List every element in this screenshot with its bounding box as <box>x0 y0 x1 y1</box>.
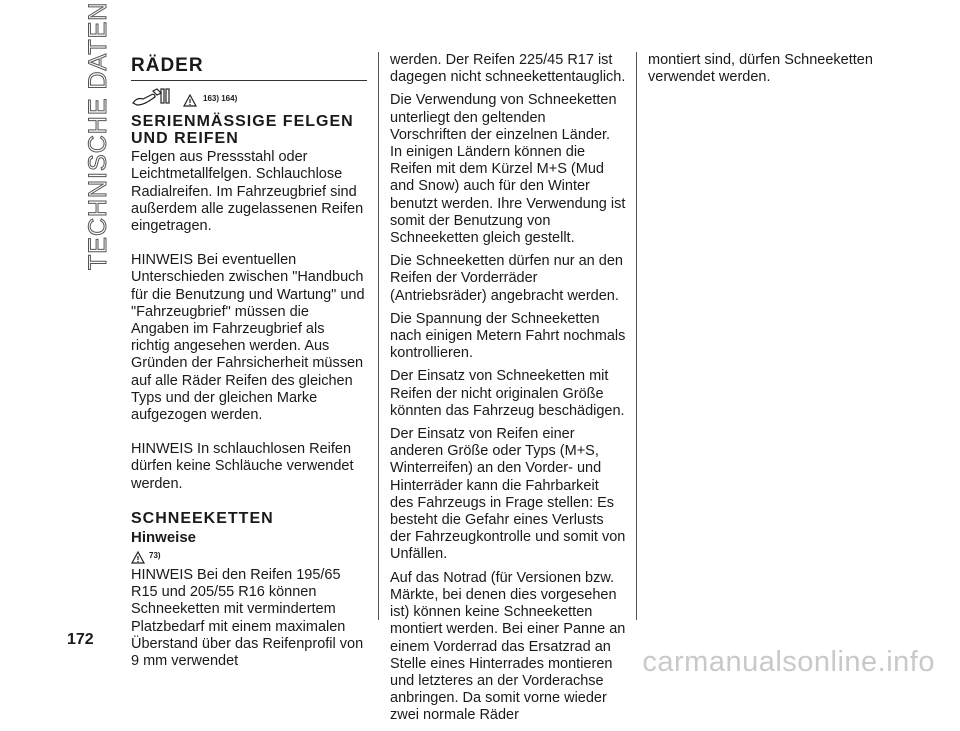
warning-references: 73) <box>149 550 161 560</box>
warning-references: 163) 164) <box>203 94 238 103</box>
body-paragraph: Felgen aus Pressstahl oder Leichtmetallfelgen. Schlauchlose Radialreifen. Im Fahrzeugbrief sind außerdem alle zugelassenen Reifen eingetragen. <box>131 149 364 235</box>
body-paragraph: werden. Der Reifen 225/45 R17 ist dagegen nicht schneekettentauglich. <box>390 52 626 86</box>
column-divider <box>636 52 637 620</box>
column-3 <box>648 52 884 92</box>
column-2 <box>390 52 626 731</box>
warning-icon <box>183 94 197 107</box>
section-heading: SCHNEEKETTEN <box>131 509 274 527</box>
reference-icons <box>131 548 367 564</box>
subsection-heading: Hinweise <box>131 528 197 546</box>
section-heading: SERIENMÄSSIGE FELGEN UND REIFEN <box>131 113 354 148</box>
watermark: carmanualsonline.info <box>642 646 935 678</box>
page-title: RÄDER <box>131 57 367 81</box>
body-paragraph: Auf das Notrad (für Versionen bzw. Märkte, bei denen dies vorgesehen ist) können keine Schneeketten montiert werden. Bei einer Panne an einem Vorderrad das Ersatzrad an Stelle eines Hinterrades montieren und letzteres an der Vorderachse anbringen. Da somit vorne wieder zwei normale Räder <box>390 569 626 724</box>
hand-wrench-icon <box>131 87 177 107</box>
section-side-title: TECHNISCHE DATEN <box>84 1 112 270</box>
body-paragraph: Der Einsatz von Reifen einer anderen Größe oder Typs (M+S, Winterreifen) an den Vorder- und Hinterräder kann die Fahrbarkeit des Fahrzeugs in Frage stellen: Es besteht die Gefahr eines Verlusts der Fahrzeugkontrolle und somit von Unfällen. <box>390 426 626 563</box>
body-paragraph: Die Schneeketten dürfen nur an den Reifen der Vorderräder (Antriebsräder) angebracht werden. <box>390 253 623 304</box>
body-paragraph: Der Einsatz von Schneeketten mit Reifen der nicht originalen Größe könnten das Fahrzeug beschädigen. <box>390 368 625 419</box>
reference-icons <box>131 85 367 107</box>
column-divider <box>378 52 379 620</box>
page-number: 172 <box>67 631 94 648</box>
body-paragraph: Die Verwendung von Schneeketten unterliegt den geltenden Vorschriften der einzelnen Länder. In einigen Ländern können die Reifen mit dem Kürzel M+S (Mud and Snow) auch für den Winter benutzt werden. Ihre Verwendung ist somit der Benutzung von Schneeketten gleich gestellt. <box>390 92 626 247</box>
note-paragraph: HINWEIS Bei den Reifen 195/65 R15 und 205/55 R16 können Schneeketten mit vermindertem Platzbedarf mit einem maximalen Überstand über das Reifenprofil von 9 mm verwendet <box>131 567 364 670</box>
warning-icon <box>131 551 145 564</box>
column-1 <box>131 52 367 672</box>
note-paragraph: HINWEIS Bei eventuellen Unterschieden zwischen "Handbuch für die Benutzung und Wartung" und "Fahrzeugbrief" müssen die Angaben im Fahrzeugbrief als richtig angesehen werden. Aus Gründen der Fahrsicherheit müssen auf alle Räder Reifen des gleichen Typs und der gleichen Marke aufgezogen werden. <box>131 252 365 424</box>
body-paragraph: Die Spannung der Schneeketten nach einigen Metern Fahrt nochmals kontrollieren. <box>390 310 626 362</box>
body-paragraph: montiert sind, dürfen Schneeketten verwendet werden. <box>648 52 873 86</box>
note-paragraph: HINWEIS In schlauchlosen Reifen dürfen keine Schläuche verwendet werden. <box>131 441 354 492</box>
